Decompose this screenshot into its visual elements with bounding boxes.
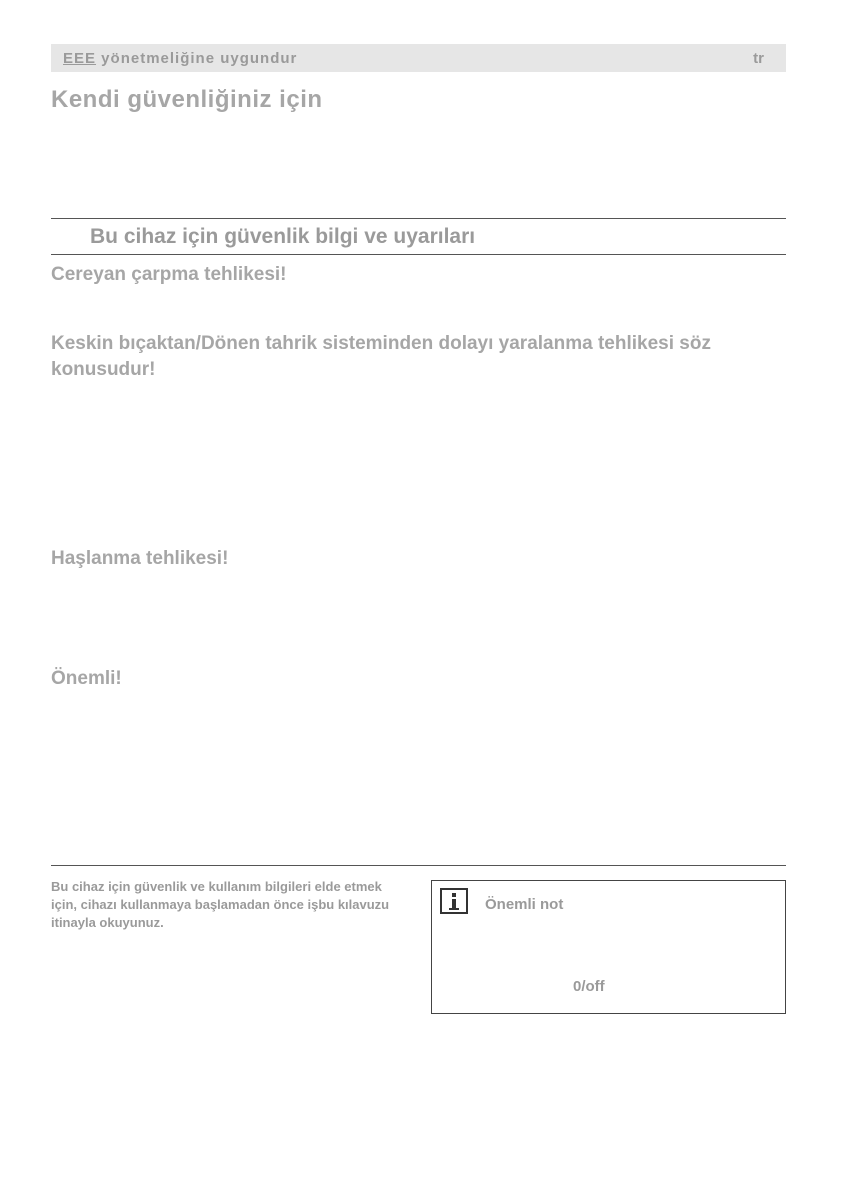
important-note-box xyxy=(431,880,786,1014)
header-abbr: EEE xyxy=(63,50,97,67)
header-bar xyxy=(51,44,786,72)
header-title-rest: yönetmeliğine uygundur xyxy=(96,50,298,67)
note-title: Önemli not xyxy=(485,896,564,913)
warning-electric-shock: Cereyan çarpma tehlikesi! xyxy=(51,264,287,285)
warning-scalding: Haşlanma tehlikesi! xyxy=(51,548,229,569)
page-title: Kendi güvenliğiniz için xyxy=(51,86,323,113)
warning-injury: Keskin bıçaktan/Dönen tahrik sisteminden dolayı yaralanma tehlikesi söz konusudur! xyxy=(51,333,711,380)
section-rule-bottom xyxy=(51,254,786,255)
section-rule-top xyxy=(51,218,786,219)
language-code: tr xyxy=(753,50,764,67)
info-icon xyxy=(440,888,468,914)
footer-intro-text: Bu cihaz için güvenlik ve kullanım bilgileri elde etmek için, cihazı kullanmaya başlamadan önce işbu kılavuzu itinayla okuyunuz. xyxy=(51,879,390,930)
warning-important: Önemli! xyxy=(51,668,122,689)
note-switch-label: 0/off xyxy=(573,978,605,995)
footer-rule xyxy=(51,865,786,866)
section-title: Bu cihaz için güvenlik bilgi ve uyarıları xyxy=(90,225,476,248)
header-title xyxy=(63,50,297,67)
